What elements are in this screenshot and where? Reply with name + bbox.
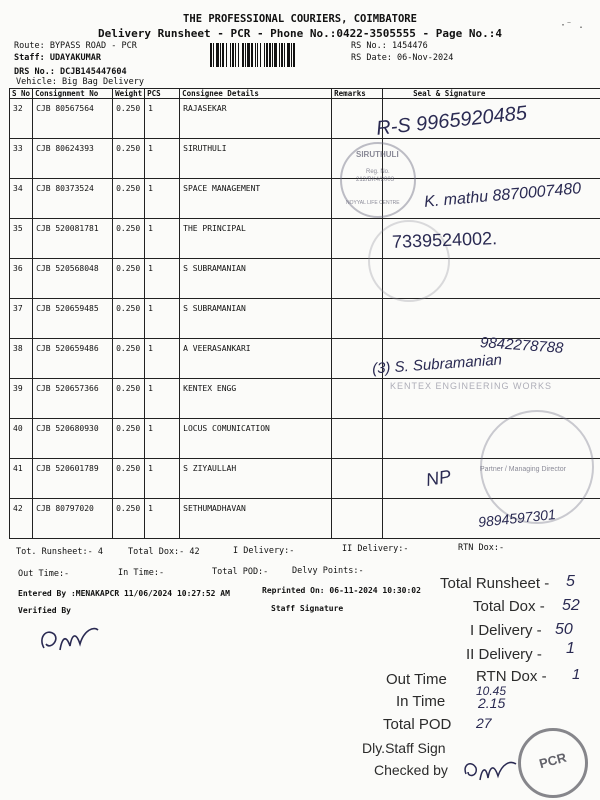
summary-in-time: In Time — [396, 693, 446, 710]
remarks-cell — [332, 379, 383, 419]
handwritten-signature: K. mathu 8870007480 — [423, 180, 582, 211]
barcode-bar — [279, 43, 280, 67]
consignment-cell: CJB 520680930 — [33, 419, 113, 459]
i-delivery: I Delivery:- — [233, 546, 295, 556]
barcode-bar — [293, 43, 295, 67]
barcode-bar — [260, 43, 261, 67]
seal-text: NOYYAL LIFE CENTRE — [346, 200, 400, 206]
serial-cell: 37 — [10, 299, 33, 339]
barcode-bar — [220, 43, 221, 67]
consignee-cell: SIRUTHULI — [180, 139, 332, 179]
consignee-cell: LOCUS COMUNICATION — [180, 419, 332, 459]
summary-ii-delivery-value: 1 — [566, 640, 575, 657]
consignment-cell: CJB 80797020 — [33, 499, 113, 539]
weight-cell: 0.250 — [113, 139, 145, 179]
table-row — [10, 139, 600, 179]
weight-cell: 0.250 — [113, 219, 145, 259]
barcode-bar — [251, 43, 253, 67]
seal-text: SIRUTHULI — [356, 150, 399, 159]
remarks-cell — [332, 299, 383, 339]
summary-i-delivery-value: 50 — [555, 621, 573, 638]
pcs-cell: 1 — [145, 259, 180, 299]
barcode-bar — [274, 43, 277, 67]
summary-out-time-value: 10.45 — [476, 684, 507, 698]
handwritten-signature: NP — [424, 465, 453, 491]
consignee-cell: A VEERASANKARI — [180, 339, 332, 379]
column-header: Seal & Signature — [383, 89, 600, 99]
consignee-cell: S ZIYAULLAH — [180, 459, 332, 499]
serial-cell: 39 — [10, 379, 33, 419]
pcs-cell: 1 — [145, 139, 180, 179]
consignee-cell: RAJASEKAR — [180, 99, 332, 139]
reprinted-on: Reprinted On: 06-11-2024 10:30:02 — [262, 586, 421, 595]
staff-label: Staff: UDAYAKUMAR — [14, 53, 101, 63]
serial-cell: 34 — [10, 179, 33, 219]
pcs-cell: 1 — [145, 419, 180, 459]
staff-signature: Staff Signature — [271, 604, 344, 613]
pcs-cell: 1 — [145, 499, 180, 539]
serial-cell: 42 — [10, 499, 33, 539]
barcode-bar — [255, 43, 256, 67]
verified-by: Verified By — [18, 606, 71, 615]
weight-cell: 0.250 — [113, 419, 145, 459]
consignee-cell: SETHUMADHAVAN — [180, 499, 332, 539]
weight-cell: 0.250 — [113, 379, 145, 419]
consignee-cell: SPACE MANAGEMENT — [180, 179, 332, 219]
weight-cell: 0.250 — [113, 499, 145, 539]
consignment-cell: CJB 80624393 — [33, 139, 113, 179]
summary-staff-sign: Dly.Staff Sign — [362, 740, 446, 756]
barcode-bar — [230, 43, 231, 67]
verified-signature-icon — [36, 620, 106, 664]
barcode-bar — [245, 43, 246, 67]
consignment-cell: CJB 80373524 — [33, 179, 113, 219]
total-dox: Total Dox:- 42 — [128, 547, 200, 557]
drs-number: DRS No.: DCJB145447604 — [14, 67, 127, 77]
runsheet-subtitle: Delivery Runsheet - PCR - Phone No.:0422-3505555 - Page No.:4 — [98, 27, 502, 40]
summary-total-runsheet-value: 5 — [566, 573, 575, 590]
weight-cell: 0.250 — [113, 299, 145, 339]
pcs-cell: 1 — [145, 219, 180, 259]
barcode-bar — [222, 43, 224, 67]
summary-checked-by: Checked by — [374, 762, 448, 778]
total-pod: Total POD:- — [212, 567, 269, 577]
checked-signature-icon — [462, 756, 522, 790]
barcode-bar — [272, 43, 273, 67]
consignment-cell: CJB 520568048 — [33, 259, 113, 299]
summary-out-time: Out Time — [386, 671, 447, 688]
column-header: Weight — [113, 89, 145, 99]
barcode-bar — [232, 43, 234, 67]
barcode-bar — [266, 43, 268, 67]
summary-total-pod-value: 27 — [476, 715, 492, 731]
barcode-bar — [281, 43, 283, 67]
weight-cell: 0.250 — [113, 99, 145, 139]
rtn-dox: RTN Dox:- — [458, 543, 505, 553]
barcode-bar — [247, 43, 250, 67]
serial-cell: 36 — [10, 259, 33, 299]
column-header: S No — [10, 89, 33, 99]
weight-cell: 0.250 — [113, 339, 145, 379]
summary-total-dox-value: 52 — [562, 597, 580, 614]
summary-total-dox: Total Dox - — [473, 598, 545, 615]
consignment-cell: CJB 520659486 — [33, 339, 113, 379]
column-header: Consignee Details — [180, 89, 332, 99]
barcode-bar — [235, 43, 236, 67]
delvy-points: Delvy Points:- — [292, 566, 364, 576]
barcode-bar — [242, 43, 244, 67]
barcode-bar — [213, 43, 214, 67]
siruthuli-seal — [340, 142, 416, 218]
remarks-cell — [332, 499, 383, 539]
consignment-cell: CJB 520657366 — [33, 379, 113, 419]
seal-text: Reg. No. — [366, 169, 390, 175]
weight-cell: 0.250 — [113, 259, 145, 299]
pcr-stamp — [518, 728, 588, 798]
consignee-cell: THE PRINCIPAL — [180, 219, 332, 259]
table-row — [10, 299, 600, 339]
serial-cell: 41 — [10, 459, 33, 499]
pcs-cell: 1 — [145, 99, 180, 139]
entered-by: Entered By :MENAKAPCR 11/06/2024 10:27:52 AM — [18, 589, 230, 598]
barcode-bar — [284, 43, 285, 67]
serial-cell: 35 — [10, 219, 33, 259]
out-time: Out Time:- — [18, 569, 70, 579]
consignment-cell: CJB 80567564 — [33, 99, 113, 139]
rs-number: RS No.: 1454476 — [351, 41, 428, 51]
stray-mark-icon: ·⁻ . — [560, 20, 585, 31]
pcs-cell: 1 — [145, 179, 180, 219]
handwritten-signature: (3) S. Subramanian — [371, 351, 503, 378]
handwritten-phone: 7339524002. — [391, 228, 498, 252]
rs-date: RS Date: 06-Nov-2024 — [351, 53, 454, 63]
remarks-cell — [332, 459, 383, 499]
handwritten-phone: R-S 9965920485 — [375, 102, 528, 140]
barcode-bar — [264, 43, 265, 67]
pcs-cell: 1 — [145, 339, 180, 379]
barcode-bar — [291, 43, 292, 67]
consignment-cell: CJB 520601789 — [33, 459, 113, 499]
consignee-cell: S SUBRAMANIAN — [180, 259, 332, 299]
barcode-bar — [226, 43, 227, 67]
pcs-cell: 1 — [145, 299, 180, 339]
column-header: PCS — [145, 89, 180, 99]
barcode-bar — [238, 43, 239, 67]
column-header: Remarks — [332, 89, 383, 99]
handwritten-phone: 9894597301 — [477, 505, 557, 531]
serial-cell: 33 — [10, 139, 33, 179]
barcode-bar — [269, 43, 271, 67]
barcode-bar — [257, 43, 258, 67]
column-header: Consignment No — [33, 89, 113, 99]
pcs-cell: 1 — [145, 459, 180, 499]
ii-delivery: II Delivery:- — [342, 544, 409, 554]
weight-cell: 0.250 — [113, 179, 145, 219]
barcode-bar — [287, 43, 290, 67]
pcs-cell: 1 — [145, 379, 180, 419]
remarks-cell — [332, 419, 383, 459]
seal-text: 212/BK4/2003 — [356, 177, 395, 183]
serial-cell: 32 — [10, 99, 33, 139]
route-label: Route: BYPASS ROAD - PCR — [14, 41, 137, 51]
barcode-bar — [210, 43, 212, 67]
serial-cell: 40 — [10, 419, 33, 459]
barcode — [210, 43, 342, 67]
kentex-stamp: KENTEX ENGINEERING WORKS — [390, 381, 553, 391]
summary-rtn-dox-value: 1 — [572, 666, 581, 683]
summary-in-time-value: 2.15 — [478, 695, 506, 711]
summary-i-delivery: I Delivery - — [470, 622, 542, 639]
consignment-cell: CJB 520081781 — [33, 219, 113, 259]
tot-runsheet: Tot. Runsheet:- 4 — [16, 547, 103, 557]
company-title: THE PROFESSIONAL COURIERS, COIMBATORE — [183, 13, 417, 25]
consignee-cell: KENTEX ENGG — [180, 379, 332, 419]
pcr-stamp-text: PCR — [537, 749, 568, 772]
serial-cell: 38 — [10, 339, 33, 379]
vehicle-label: Vehicle: Big Bag Delivery — [16, 77, 144, 87]
table-row — [10, 219, 600, 259]
barcode-bar — [216, 43, 219, 67]
consignee-cell: S SUBRAMANIAN — [180, 299, 332, 339]
consignment-cell: CJB 520659485 — [33, 299, 113, 339]
summary-total-pod: Total POD — [383, 716, 452, 733]
table-header-row — [10, 89, 600, 99]
locus-stamp-text: Partner / Managing Director — [480, 466, 566, 473]
signature-cell — [383, 299, 600, 339]
weight-cell: 0.250 — [113, 459, 145, 499]
in-time: In Time:- — [118, 568, 165, 578]
summary-ii-delivery: II Delivery - — [466, 646, 542, 663]
summary-total-runsheet: Total Runsheet - — [440, 575, 550, 592]
table-row — [10, 259, 600, 299]
handwritten-phone: 9842278788 — [479, 334, 564, 357]
summary-rtn-dox: RTN Dox - — [476, 668, 547, 685]
